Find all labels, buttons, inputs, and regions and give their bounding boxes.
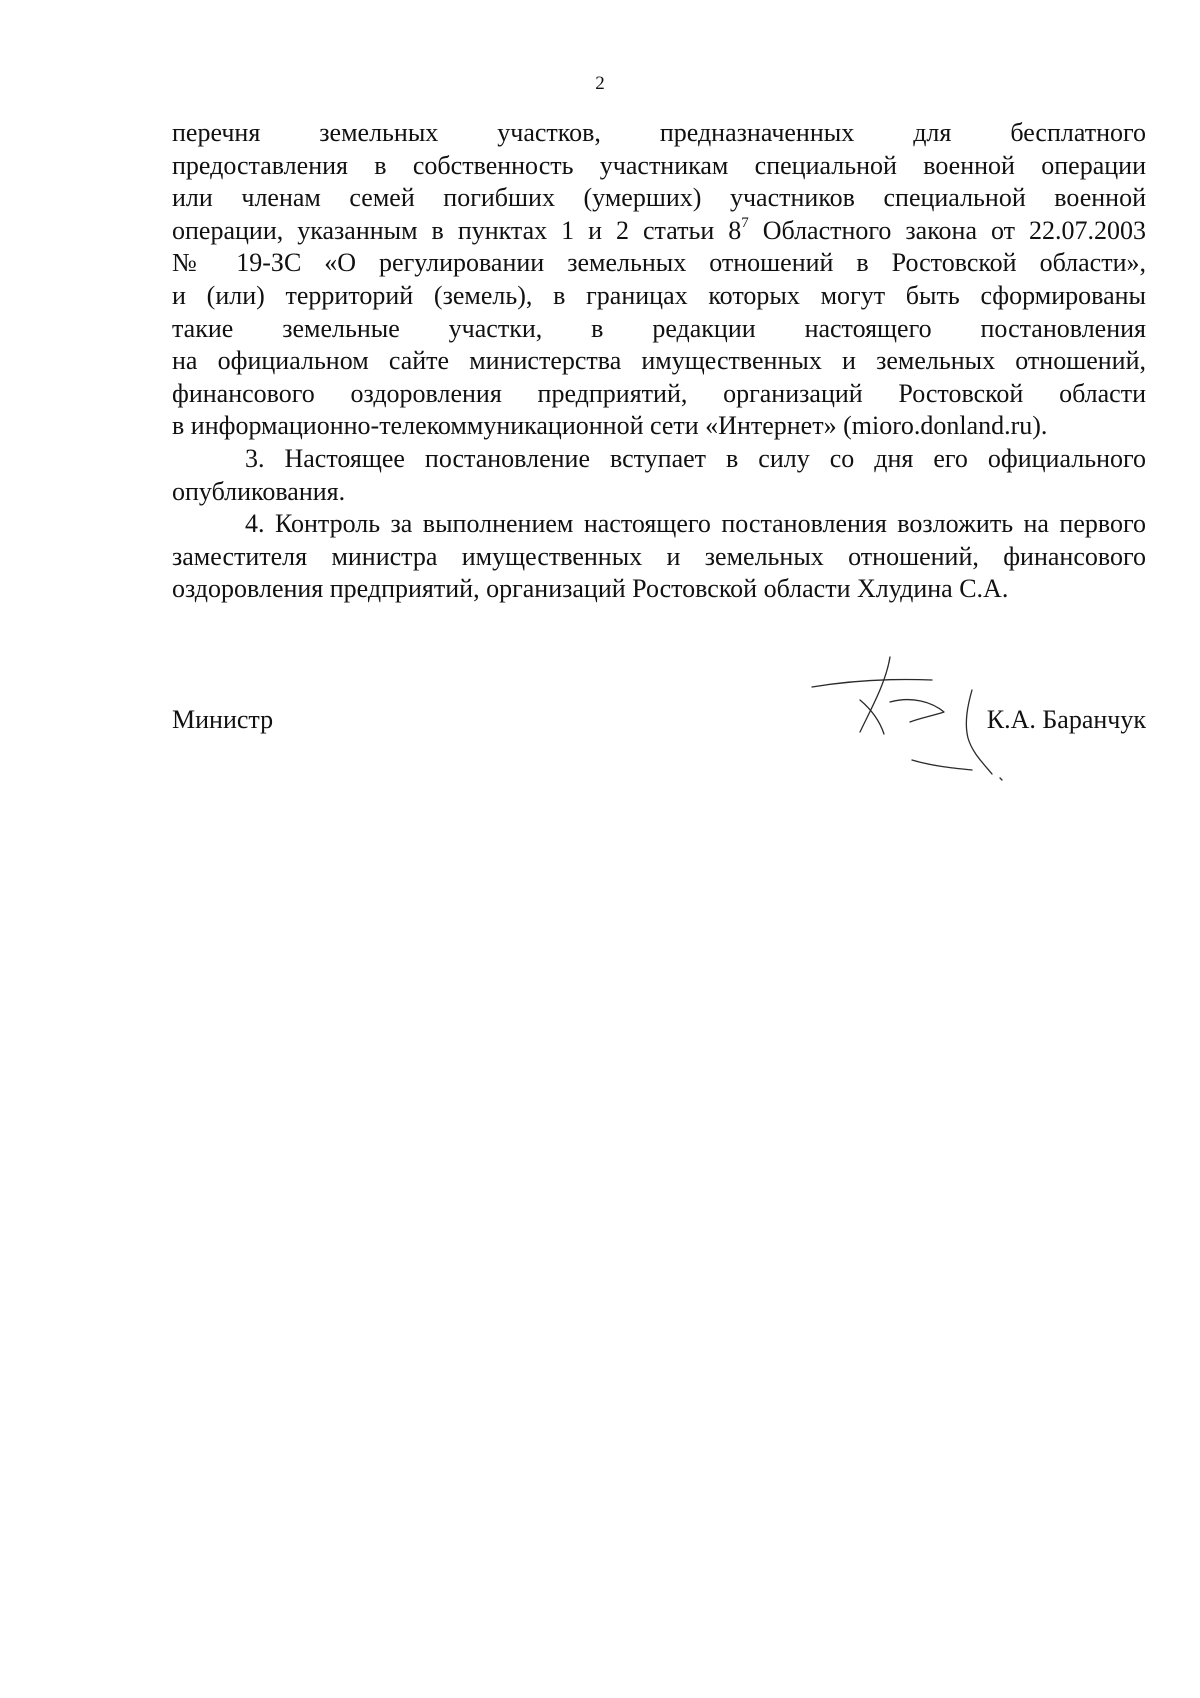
paragraph-4: 4. Контроль за выполнением настоящего постановления возложить на первого заместителя министра имущественных и земельных отношений, финансового оздоровления предприятий, организаций Ростовской области Хлудина С.А.	[172, 509, 1146, 604]
paragraph-3: 3. Настоящее постановление вступает в силу со дня его официального опубликования.	[172, 443, 1146, 506]
position-title: Министр	[172, 705, 274, 734]
paragraph-1-continuation	[172, 117, 1146, 443]
text-fragment: операции, указанным в пунктах 1 и 2 статьи 8	[172, 215, 742, 245]
text-line: на официальном сайте министерства имущественных и земельных отношений,	[172, 346, 1146, 376]
text-line: и (или) территорий (земель), в границах которых могут быть сформированы	[172, 280, 1146, 310]
text-fragment: Областного закона от 22.07.2003	[748, 215, 1146, 245]
article-superscript: 7	[741, 215, 749, 232]
text-line: финансового оздоровления предприятий, организаций Ростовской области	[172, 378, 1146, 408]
text-line: или членам семей погибших (умерших) участников специальной военной	[172, 183, 1146, 213]
signature-block	[172, 652, 1146, 792]
text-line: такие земельные участки, в редакции настоящего постановления	[172, 313, 1146, 343]
text-line: в информационно-телекоммуникационной сети «Интернет» (mioro.donland.ru).	[172, 411, 1048, 441]
text-line: перечня земельных участков, предназначенных для бесплатного	[172, 118, 1146, 147]
document-body	[172, 117, 1146, 606]
text-line-with-superscript	[172, 215, 1146, 248]
signer-name: К.А. Баранчук	[986, 705, 1146, 734]
text-line: № 19-ЗС «О регулировании земельных отношений в Ростовской области»,	[172, 248, 1146, 278]
text-line: предоставления в собственность участникам специальной военной операции	[172, 150, 1146, 180]
page-number: 2	[595, 73, 605, 94]
